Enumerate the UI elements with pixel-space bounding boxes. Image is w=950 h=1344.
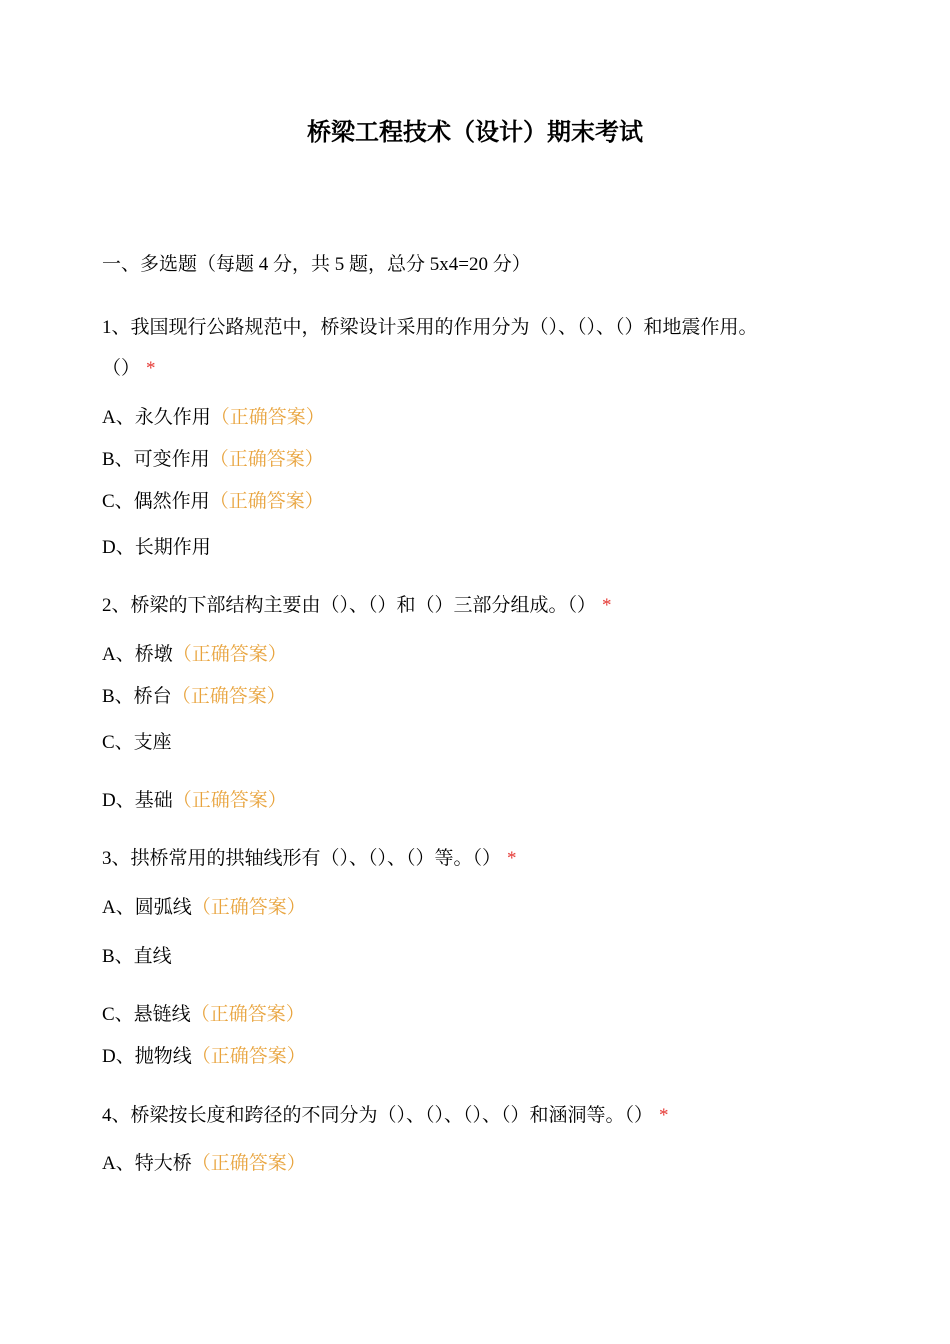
question-1-stem-cont bbox=[102, 355, 862, 383]
option-text: B、桥台 bbox=[102, 686, 172, 707]
option-text: D、基础 bbox=[102, 790, 173, 811]
section-heading: 一、多选题（每题 4 分，共 5 题，总分 5x4=20 分） bbox=[102, 254, 531, 275]
question-stem-text: 4、桥梁按长度和跨径的不同分为（）、（）、（）、（）和涵洞等。（） bbox=[102, 1105, 654, 1126]
question-stem-text: 1、我国现行公路规范中，桥梁设计采用的作用分为（）、（）、（）和地震作用。 bbox=[102, 317, 758, 338]
option-text: B、直线 bbox=[102, 946, 172, 967]
option-2a bbox=[102, 641, 862, 669]
option-text: A、特大桥 bbox=[102, 1153, 192, 1174]
page-title: 桥梁工程技术（设计）期末考试 bbox=[307, 118, 643, 146]
correct-answer-tag: （正确答案） bbox=[171, 686, 286, 707]
correct-answer-tag: （正确答案） bbox=[209, 449, 324, 470]
option-2b bbox=[102, 683, 862, 711]
option-text: A、永久作用 bbox=[102, 407, 211, 428]
question-4-stem bbox=[102, 1102, 862, 1130]
option-text: C、偶然作用 bbox=[102, 491, 210, 512]
correct-answer-tag: （正确答案） bbox=[172, 790, 287, 811]
option-text: D、长期作用 bbox=[102, 537, 211, 558]
option-text: C、悬链线 bbox=[102, 1004, 191, 1025]
required-mark: * bbox=[659, 1105, 669, 1126]
option-1b bbox=[102, 446, 862, 474]
correct-answer-tag: （正确答案） bbox=[191, 897, 306, 918]
correct-answer-tag: （正确答案） bbox=[210, 407, 325, 428]
option-2d bbox=[102, 787, 862, 815]
correct-answer-tag: （正确答案） bbox=[172, 644, 287, 665]
option-text: A、桥墩 bbox=[102, 644, 173, 665]
correct-answer-tag: （正确答案） bbox=[191, 1153, 306, 1174]
required-mark: * bbox=[507, 848, 517, 869]
option-3b bbox=[102, 943, 862, 971]
option-text: C、支座 bbox=[102, 732, 172, 753]
option-2c bbox=[102, 729, 862, 757]
correct-answer-tag: （正确答案） bbox=[191, 1046, 306, 1067]
correct-answer-tag: （正确答案） bbox=[209, 491, 324, 512]
option-4a bbox=[102, 1150, 862, 1178]
option-text: D、抛物线 bbox=[102, 1046, 192, 1067]
option-1d bbox=[102, 534, 862, 562]
question-stem-text: 3、拱桥常用的拱轴线形有（）、（）、（）等。（） bbox=[102, 848, 502, 869]
required-mark: * bbox=[146, 358, 156, 379]
option-text: B、可变作用 bbox=[102, 449, 210, 470]
correct-answer-tag: （正确答案） bbox=[190, 1004, 305, 1025]
option-text: A、圆弧线 bbox=[102, 897, 192, 918]
option-1c bbox=[102, 488, 862, 516]
option-3a bbox=[102, 894, 862, 922]
question-stem-text: 2、桥梁的下部结构主要由（）、（）和（）三部分组成。（） bbox=[102, 595, 597, 616]
question-1-stem bbox=[102, 314, 862, 342]
question-2-stem bbox=[102, 592, 862, 620]
question-stem-text: （） bbox=[102, 358, 141, 379]
option-1a bbox=[102, 404, 862, 432]
required-mark: * bbox=[602, 595, 612, 616]
option-3d bbox=[102, 1043, 862, 1071]
question-3-stem bbox=[102, 845, 862, 873]
option-3c bbox=[102, 1001, 862, 1029]
